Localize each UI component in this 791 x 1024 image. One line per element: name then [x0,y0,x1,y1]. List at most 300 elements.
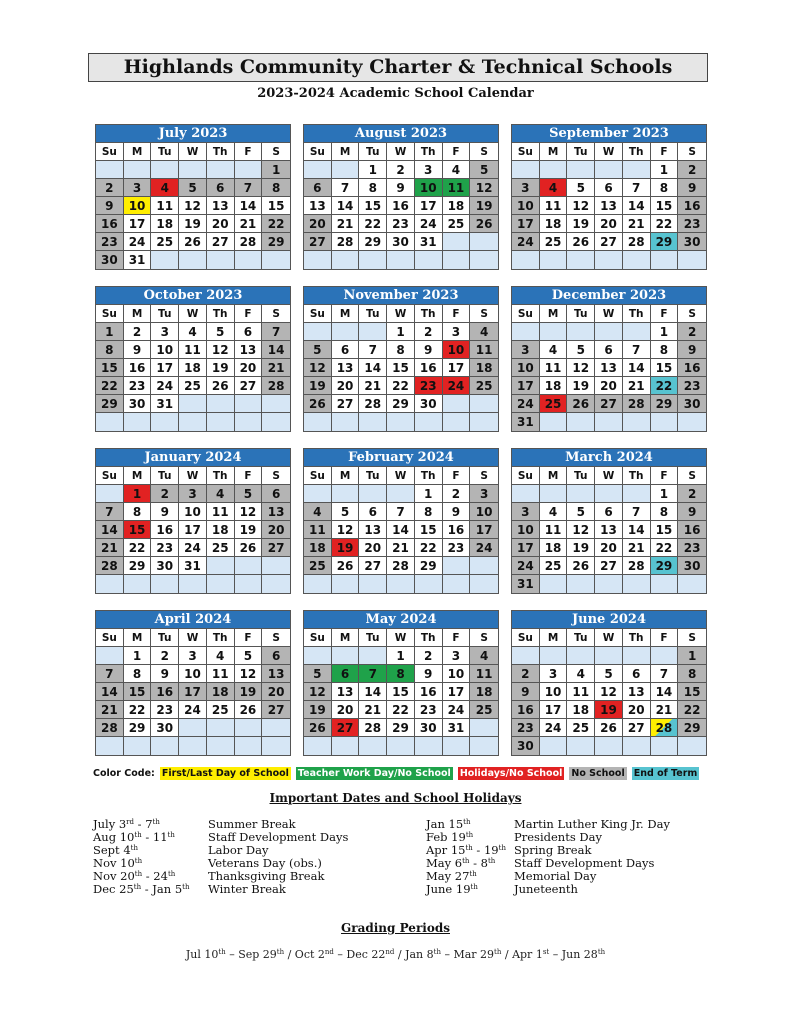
calendar-day: 15 [387,683,415,701]
calendar-day: 7 [623,503,651,521]
calendar-empty-cell [359,485,387,503]
calendar-empty-cell [651,251,679,269]
calendar-day: 3 [179,485,207,503]
calendar-day: 6 [595,179,623,197]
calendar-day: 16 [151,683,179,701]
calendar-day: 2 [151,485,179,503]
calendar-day: 23 [415,377,443,395]
calendar-day: 11 [567,683,595,701]
calendar-day: 30 [151,719,179,737]
calendar-empty-cell [567,251,595,269]
calendar-empty-cell [207,557,235,575]
calendar-day: 15 [651,359,679,377]
calendar-day: 22 [651,377,679,395]
calendar-day: 25 [540,557,568,575]
calendar-empty-cell [595,413,623,431]
calendar-empty-cell [179,395,207,413]
legend-teacher-work-day: Teacher Work Day/No School [297,767,451,779]
calendar-day: 8 [651,341,679,359]
calendar-day: 8 [651,179,679,197]
calendar-day: 23 [443,539,471,557]
calendar-day: 28 [262,377,290,395]
calendar-empty-cell [651,647,679,665]
important-date: June 19th [426,882,478,896]
legend-label: Color Code: [93,767,155,779]
calendar-day: 6 [359,503,387,521]
calendar-day: 7 [359,665,387,683]
calendar-day: 20 [207,215,235,233]
calendar-day: 8 [124,665,152,683]
month-january-2024 [95,448,291,594]
calendar-empty-cell [262,413,290,431]
weekday-header: Th [207,467,235,485]
weekday-header: F [443,629,471,647]
calendar-empty-cell [332,161,360,179]
weekday-header: F [443,305,471,323]
calendar-day: 8 [96,341,124,359]
calendar-day: 19 [179,215,207,233]
calendar-day: 9 [512,683,540,701]
calendar-day: 24 [179,701,207,719]
month-october-2023 [95,286,291,432]
calendar-day: 8 [124,503,152,521]
calendar-day: 5 [304,665,332,683]
calendar-day: 11 [443,179,471,197]
weekday-header: S [678,467,706,485]
calendar-day: 10 [443,341,471,359]
calendar-day: 20 [262,683,290,701]
calendar-empty-cell [623,737,651,755]
weekday-header: W [179,629,207,647]
calendar-day: 12 [235,665,263,683]
calendar-day: 23 [96,233,124,251]
weekday-header: Su [96,305,124,323]
calendar-day: 1 [415,485,443,503]
calendar-empty-cell [179,251,207,269]
calendar-day: 2 [124,323,152,341]
calendar-day: 15 [124,521,152,539]
calendar-day: 27 [595,395,623,413]
calendar-day: 11 [151,197,179,215]
calendar-empty-cell [470,719,498,737]
weekday-header: M [332,143,360,161]
calendar-day: 1 [359,161,387,179]
calendar-day: 6 [262,485,290,503]
calendar-day: 14 [623,521,651,539]
calendar-empty-cell [540,251,568,269]
calendar-day: 12 [567,197,595,215]
calendar-day: 31 [124,251,152,269]
calendar-day: 10 [512,521,540,539]
calendar-empty-cell [207,719,235,737]
calendar-day: 27 [332,395,360,413]
weekday-header: F [235,143,263,161]
calendar-empty-cell [207,251,235,269]
calendar-empty-cell [359,251,387,269]
calendar-day: 30 [96,251,124,269]
calendar-empty-cell [470,557,498,575]
calendar-day: 11 [304,521,332,539]
calendar-day: 22 [359,215,387,233]
calendar-day: 30 [678,395,706,413]
calendar-day: 2 [512,665,540,683]
calendar-day: 5 [179,179,207,197]
important-dates-right [426,818,670,896]
calendar-day: 15 [96,359,124,377]
calendar-day: 19 [595,701,623,719]
calendar-day: 13 [332,683,360,701]
calendar-day: 16 [678,197,706,215]
calendar-day: 9 [443,503,471,521]
calendar-empty-cell [304,485,332,503]
calendar-day: 3 [179,647,207,665]
weekday-header: Th [623,305,651,323]
calendar-empty-cell [443,251,471,269]
weekday-header: Su [304,143,332,161]
important-date: May 27th [426,869,477,883]
calendar-day: 15 [651,197,679,215]
important-date: Sept 4th [93,843,138,857]
calendar-day: 28 [359,719,387,737]
calendar-day: 24 [512,557,540,575]
calendar-day: 21 [96,539,124,557]
calendar-day: 25 [540,395,568,413]
weekday-header: M [540,629,568,647]
calendar-day: 24 [512,395,540,413]
calendar-day: 8 [651,503,679,521]
calendar-empty-cell [443,557,471,575]
calendar-empty-cell [262,737,290,755]
calendar-day: 17 [512,539,540,557]
weekday-header: F [235,467,263,485]
important-date: Nov 20th - 24th [93,869,176,883]
calendar-empty-cell [540,323,568,341]
calendar-day: 24 [470,539,498,557]
weekday-header: Tu [567,143,595,161]
calendar-empty-cell [304,161,332,179]
legend-end-of-term: End of Term [633,767,698,779]
calendar-day: 17 [151,359,179,377]
calendar-day: 12 [179,197,207,215]
calendar-empty-cell [567,737,595,755]
calendar-day: 9 [678,503,706,521]
calendar-day: 14 [96,683,124,701]
weekday-header: F [235,629,263,647]
calendar-day: 26 [304,395,332,413]
calendar-day: 16 [415,683,443,701]
calendar-day: 29 [359,233,387,251]
month-august-2023 [303,124,499,270]
calendar-day: 20 [332,377,360,395]
weekday-header: Su [96,467,124,485]
calendar-day: 23 [151,539,179,557]
important-date-name: Memorial Day [514,869,597,883]
important-date-name: Staff Development Days [514,856,655,870]
calendar-day: 21 [623,539,651,557]
calendar-day: 17 [443,359,471,377]
weekday-header: Th [415,143,443,161]
calendar-empty-cell [595,737,623,755]
important-date-name: Thanksgiving Break [208,869,325,883]
calendar-day: 21 [96,701,124,719]
calendar-empty-cell [124,161,152,179]
calendar-day: 21 [235,215,263,233]
calendar-day: 29 [124,557,152,575]
calendar-day: 3 [470,485,498,503]
calendar-day: 21 [623,377,651,395]
calendar-day: 29 [651,557,679,575]
grading-periods-text: Jul 10th – Sep 29th / Oct 2nd – Dec 22nd / Jan 8th – Mar 29th / Apr 1st – Jun 28th [185,948,606,961]
calendar-empty-cell [470,251,498,269]
calendar-day: 24 [124,233,152,251]
calendar-day: 22 [387,701,415,719]
calendar-day: 30 [678,557,706,575]
calendar-empty-cell [678,575,706,593]
weekday-header: Su [512,305,540,323]
calendar-day: 31 [512,575,540,593]
calendar-empty-cell [207,161,235,179]
calendar-empty-cell [470,233,498,251]
weekday-header: W [595,143,623,161]
calendar-day: 13 [595,521,623,539]
calendar-day: 26 [235,701,263,719]
calendar-empty-cell [540,647,568,665]
calendar-day: 3 [443,647,471,665]
calendar-day: 7 [96,665,124,683]
weekday-header: Su [512,629,540,647]
calendar-empty-cell [623,485,651,503]
calendar-day: 6 [332,341,360,359]
calendar-day: 26 [304,719,332,737]
month-name: November 2023 [304,287,498,305]
calendar-empty-cell [151,161,179,179]
calendar-empty-cell [540,413,568,431]
grading-periods-title: Grading Periods [341,921,450,935]
calendar-day: 18 [540,539,568,557]
weekday-header: S [678,143,706,161]
weekday-header: Tu [567,629,595,647]
calendar-day: 24 [443,701,471,719]
calendar-day: 27 [359,557,387,575]
month-name: October 2023 [96,287,290,305]
calendar-day: 4 [567,665,595,683]
calendar-empty-cell [332,251,360,269]
calendar-day: 18 [443,197,471,215]
calendar-day: 14 [387,521,415,539]
calendar-day: 15 [124,683,152,701]
calendar-day: 5 [304,341,332,359]
calendar-empty-cell [387,413,415,431]
calendar-day: 30 [678,233,706,251]
weekday-header: S [262,467,290,485]
weekday-header: S [262,143,290,161]
calendar-day: 25 [470,701,498,719]
calendar-day: 13 [304,197,332,215]
calendar-empty-cell [96,161,124,179]
calendar-day: 17 [540,701,568,719]
calendar-day: 2 [678,161,706,179]
calendar-day: 19 [567,377,595,395]
calendar-empty-cell [651,575,679,593]
calendar-day: 1 [651,323,679,341]
calendar-day: 11 [540,197,568,215]
calendar-empty-cell [359,413,387,431]
calendar-empty-cell [678,413,706,431]
calendar-day: 26 [332,557,360,575]
calendar-day: 7 [332,179,360,197]
weekday-header: M [124,467,152,485]
weekday-header: Tu [567,467,595,485]
calendar-day: 8 [262,179,290,197]
weekday-header: Su [304,467,332,485]
calendar-day: 17 [179,521,207,539]
calendar-day: 30 [415,395,443,413]
calendar-day: 29 [262,233,290,251]
month-name: June 2024 [512,611,706,629]
calendar-day: 9 [387,179,415,197]
calendar-empty-cell [262,719,290,737]
calendar-day: 19 [332,539,360,557]
calendar-day: 12 [567,521,595,539]
calendar-empty-cell [124,575,152,593]
weekday-header: M [540,467,568,485]
important-date: Feb 19th [426,830,474,844]
calendar-day: 12 [304,359,332,377]
calendar-empty-cell [595,647,623,665]
calendar-day: 21 [359,377,387,395]
calendar-empty-cell [235,161,263,179]
calendar-day: 7 [623,341,651,359]
calendar-day: 7 [359,341,387,359]
calendar-empty-cell [512,647,540,665]
calendar-empty-cell [595,323,623,341]
month-november-2023 [303,286,499,432]
month-name: February 2024 [304,449,498,467]
calendar-day: 24 [443,377,471,395]
calendar-day: 2 [678,485,706,503]
calendar-empty-cell [512,485,540,503]
month-name: May 2024 [304,611,498,629]
calendar-day: 17 [470,521,498,539]
calendar-empty-cell [623,251,651,269]
important-date: Aug 10th - 11th [93,830,175,844]
weekday-header: M [540,305,568,323]
calendar-empty-cell [678,737,706,755]
calendar-day: 9 [678,179,706,197]
page-title: Highlands Community Charter & Technical Schools [88,53,708,82]
calendar-day: 25 [567,719,595,737]
calendar-day: 1 [651,161,679,179]
calendar-empty-cell [359,575,387,593]
calendar-day: 28 [387,557,415,575]
calendar-day: 18 [151,215,179,233]
calendar-day: 21 [623,215,651,233]
calendar-day: 27 [262,701,290,719]
calendar-empty-cell [96,485,124,503]
calendar-day: 29 [651,233,679,251]
calendar-empty-cell [651,413,679,431]
calendar-empty-cell [304,737,332,755]
calendar-empty-cell [470,395,498,413]
calendar-day: 1 [387,647,415,665]
weekday-header: W [179,143,207,161]
calendar-empty-cell [332,575,360,593]
calendar-empty-cell [262,575,290,593]
page-subtitle: 2023-2024 Academic School Calendar [257,86,534,101]
calendar-day: 5 [567,503,595,521]
calendar-day: 20 [262,521,290,539]
calendar-empty-cell [304,413,332,431]
weekday-header: W [387,629,415,647]
calendar-empty-cell [540,161,568,179]
calendar-day: 6 [235,323,263,341]
calendar-day: 19 [304,377,332,395]
weekday-header: S [678,305,706,323]
calendar-day: 14 [359,359,387,377]
calendar-day: 20 [359,539,387,557]
calendar-empty-cell [512,323,540,341]
calendar-empty-cell [179,719,207,737]
important-date: Apr 15th - 19th [426,843,506,857]
calendar-day: 27 [595,233,623,251]
calendar-empty-cell [359,737,387,755]
weekday-header: S [262,629,290,647]
important-date-name: Presidents Day [514,830,602,844]
calendar-day: 11 [207,503,235,521]
calendar-empty-cell [304,323,332,341]
calendar-day: 7 [623,179,651,197]
calendar-day: 25 [540,233,568,251]
calendar-empty-cell [595,575,623,593]
calendar-day: 6 [304,179,332,197]
weekday-header: S [470,305,498,323]
calendar-day: 23 [678,215,706,233]
weekday-header: F [651,305,679,323]
calendar-day: 2 [151,647,179,665]
calendar-day: 6 [207,179,235,197]
calendar-empty-cell [332,647,360,665]
calendar-day: 20 [595,215,623,233]
calendar-day: 28 [623,395,651,413]
calendar-day: 29 [124,719,152,737]
calendar-empty-cell [235,251,263,269]
calendar-day: 31 [415,233,443,251]
weekday-header: W [595,305,623,323]
weekday-header: Tu [359,629,387,647]
calendar-day: 6 [623,665,651,683]
calendar-day: 4 [540,341,568,359]
calendar-empty-cell [359,647,387,665]
calendar-empty-cell [470,575,498,593]
calendar-day: 8 [415,503,443,521]
calendar-day: 17 [415,197,443,215]
calendar-day: 4 [207,647,235,665]
calendar-empty-cell [540,485,568,503]
weekday-header: W [179,305,207,323]
calendar-empty-cell [470,737,498,755]
calendar-day: 19 [567,539,595,557]
calendar-day: 11 [470,665,498,683]
weekday-header: Tu [359,305,387,323]
calendar-day: 4 [540,179,568,197]
calendar-day: 31 [151,395,179,413]
calendar-day: 5 [207,323,235,341]
calendar-day: 29 [96,395,124,413]
calendar-day: 28 [623,233,651,251]
calendar-empty-cell [304,647,332,665]
weekday-header: Su [96,629,124,647]
calendar-day: 15 [678,683,706,701]
